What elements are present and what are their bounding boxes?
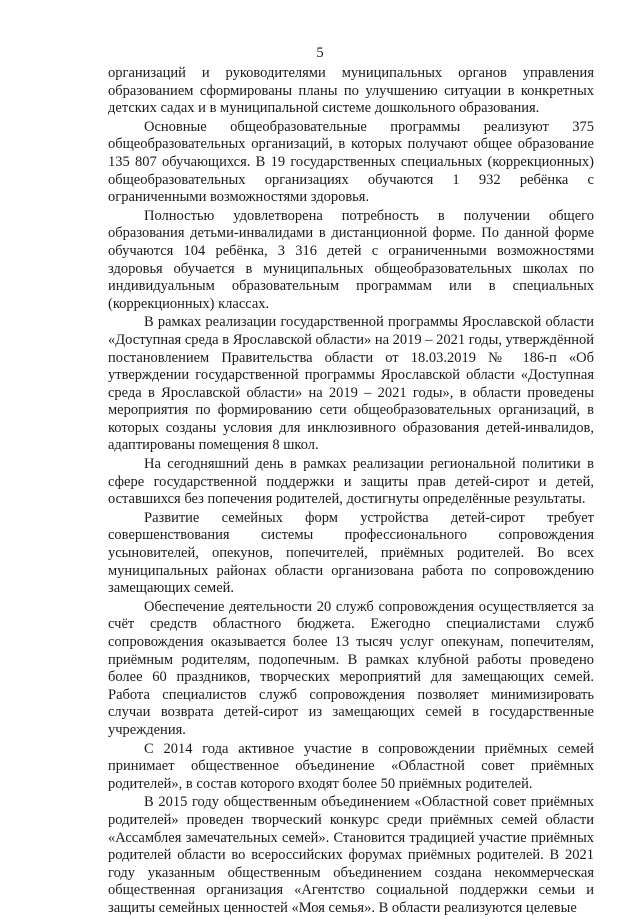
paragraph: На сегодняшний день в рамках реализации региональной политики в сфере государственной поддержки и защиты прав детей-сирот и детей, оставшихся без попечения родителей, достигнуты определённые результаты.	[108, 456, 594, 508]
paragraph: В 2015 году общественным объединением «Областной совет приёмных родителей» проведен творческий конкурс среди приёмных семей области «Ассамблея замечательных семей». Становится традицией участие приёмных родителей области во всероссийских форумах приёмных родителей. В 2021 году указанным общественным объединением создана некоммерческая общественная организация «Агентство социальной поддержки семьи и защиты семейных ценностей «Моя семья». В области реализуются целевые	[108, 794, 594, 916]
paragraph: В рамках реализации государственной программы Ярославской области «Доступная среда в Ярославской области» на 2019 – 2021 годы, утверждённой постановлением Правительства области от 18.03.2019 № 186-п «Об утверждении государственной программы Ярославской области «Доступная среда в Ярославской области» на 2019 – 2021 годы», в области проведены мероприятия по формированию сети общеобразовательных организаций, в которых созданы условия для инклюзивного образования детей-инвалидов, адаптированы помещения 8 школ.	[108, 314, 594, 454]
paragraph: Основные общеобразовательные программы реализуют 375 общеобразовательных организаций, в которых получают общее образование 135 807 обучающихся. В 19 государственных специальных (коррекционных) общеобразовательных организациях обучаются 1 932 ребёнка с ограниченными возможностями здоровья.	[108, 118, 594, 206]
paragraph: С 2014 года активное участие в сопровождении приёмных семей принимает общественное объединение «Областной совет приёмных родителей», в состав которого входят более 50 приёмных родителей.	[108, 740, 594, 792]
paragraph: организаций и руководителями муниципальных органов управления образованием сформированы планы по улучшению ситуации в конкретных детских садах и в муниципальной системе дошкольного образования.	[108, 65, 594, 117]
paragraph: Полностью удовлетворена потребность в получении общего образования детьми-инвалидами в дистанционной форме. По данной форме обучаются 104 ребёнка, 3 316 детей с ограниченными возможностями здоровья обучается в муниципальных общеобразовательных школах по индивидуальным образовательным программам или в специальных (коррекционных) классах.	[108, 207, 594, 312]
paragraph: Развитие семейных форм устройства детей-сирот требует совершенствования системы профессионального сопровождения усыновителей, опекунов, попечителей, приёмных родителей. Во всех муниципальных районах области организована работа по сопровождению замещающих семей.	[108, 509, 594, 597]
page-number: 5	[316, 45, 324, 61]
document-body	[108, 65, 594, 919]
paragraph: Обеспечение деятельности 20 служб сопровождения осуществляется за счёт средств областного бюджета. Ежегодно специалистами служб сопровождения оказывается более 13 тысяч услуг опекунам, попечителям, приёмным родителям, подопечным. В рамках клубной работы проведено более 60 праздников, творческих мероприятий для замещающих семей. Работа специалистов служб сопровождения позволяет минимизировать случаи возврата детей-сирот из замещающих семей в государственные учреждения.	[108, 598, 594, 738]
